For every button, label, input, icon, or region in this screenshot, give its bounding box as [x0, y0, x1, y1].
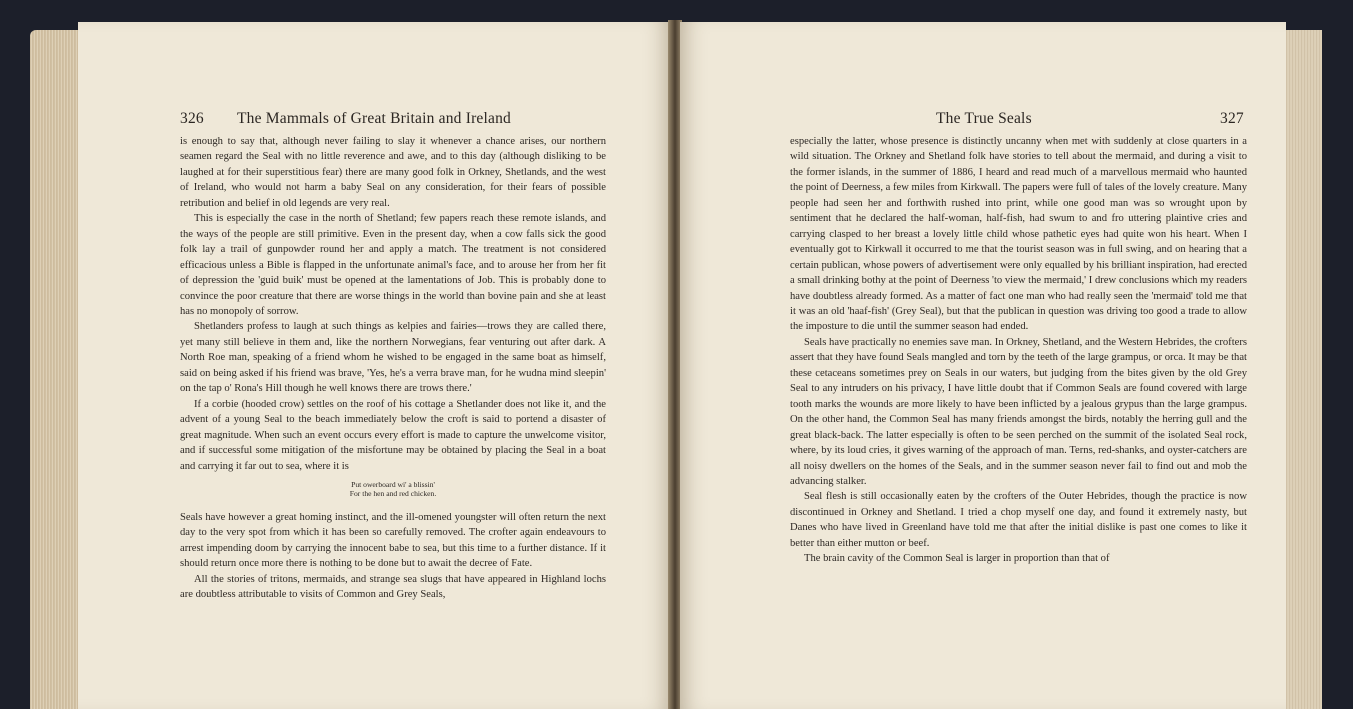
left-page-edges: [30, 30, 85, 709]
paragraph: is enough to say that, although never failing to slay it whenever a chance arises, our northern seamen regard the Seal with no little reverence and awe, and to this day (although disliking to be laughed at for their superstitious fear) there are many good folk in Orkney, Shetlands, and the west of Ireland, who would not harm a baby Seal on any consideration, for their fears of possible retribution and belief in old legends are very real.: [180, 136, 606, 209]
open-book: [30, 12, 1322, 709]
paragraph: Seals have practically no enemies save man. In Orkney, Shetland, and the Western Hebrides, the crofters assert that they have found Seals mangled and torn by the teeth of the large grampus, or orca. It may be that these cetaceans sometimes prey on Seals in our waters, but judging from the bites given by the old Grey Seal to any intruders on his privacy, I have little doubt that if Common Seals are found covered with large tooth marks the wounds are more likely to have been inflicted by a jealous grypus than the large grampus. On the other hand, the Common Seal has many friends amongst the birds, notably the herring gull and the great black-back. The latter especially is often to be seen perched on the summit of the isolated Seal rock, where, by its loud cries, it gives warning of the approach of man. Terns, red-shanks, and oyster-catchers are all noisy dwellers on the homes of the Seals, and in the summer season never fail to find out and mob the advancing stalker.: [790, 336, 1247, 487]
left-page-number: 326: [180, 110, 204, 127]
left-running-head: The Mammals of Great Britain and Ireland: [237, 110, 511, 127]
left-page: [78, 22, 670, 709]
verse-line: For the hen and red chicken.: [349, 489, 437, 499]
right-page-edges: [1282, 30, 1322, 709]
paragraph: Seal flesh is still occasionally eaten by the crofters of the Outer Hebrides, though the practice is now discontinued in Orkney and Shetland. I tried a chop myself one day, and found it extremely nasty, but Danes who have lived in Greenland have told me that after the initial dislike is past one comes to like it better than either mutton or beef.: [790, 491, 1247, 549]
paragraph: This is especially the case in the north of Shetland; few papers reach these remote islands, and the ways of the people are still primitive. Even in the present day, when a cow falls sick the good folk lay a trail of gunpowder round her and apply a match. The treatment is not considered efficacious unless a Bible is flapped in the unfortunate animal's face, and to arouse her from her fit of depression the 'guid buik' must be opened at the lamentations of Job. This is probably done to convince the poor creature that there are worse things in the world than bovine pain and she at least has no monopoly of sorrow.: [180, 213, 606, 317]
paragraph: If a corbie (hooded crow) settles on the roof of his cottage a Shetlander does not like it, and the advent of a young Seal to the beach immediately below the croft is said to portend a disaster of great magnitude. When such an event occurs every effort is made to capture the unwelcome visitor, and if successful some mitigation of the misfortune may be obtained by placing the Seal in a boat and carrying it far out to sea, where it is: [180, 398, 606, 472]
right-page-number: 327: [1220, 110, 1244, 127]
paragraph: Shetlanders profess to laugh at such things as kelpies and fairies—trows they are called there, yet many still believe in them and, like the northern Norwegians, fear venturing out after dark. A North Roe man, speaking of a friend whom he wished to be engaged in the same boat as himself, said on being asked if his friend was brave, 'Yes, he's a verra brave man, for he wudna mind sleepin' on the tap o' Rona's Hill though he well knows there are trows there.': [180, 321, 606, 395]
right-page: [680, 22, 1286, 709]
paragraph: Seals have however a great homing instinct, and the ill-omened youngster will often return the next day to the very spot from which it has been so carefully removed. The crofter again endeavours to arrest impending doom by carrying the innocent babe to sea, but this time to a further distance. If it should return once more there is nothing to be done but to await the decree of Fate.: [180, 511, 606, 570]
verse-quote: [180, 480, 606, 499]
right-running-head: The True Seals: [936, 110, 1032, 127]
left-body-text: [180, 134, 606, 603]
verse-line: Put owerboard wi' a blissin': [351, 479, 435, 489]
paragraph: especially the latter, whose presence is distinctly uncanny when met with suddenly at close quarters in a wild situation. The Orkney and Shetland folk have stories to tell about the mermaid, and during a visit to the former islands, in the summer of 1886, I heard and read much of a marvellous mermaid who haunted the point of Deerness, a few miles from Kirkwall. The papers were full of tales of the lovely creature. Many people had seen her and forthwith rushed into print, while one good man was so wrought upon by sentiment that he declared the half-woman, half-fish, had swum to and fro uttering plaintive cries and carrying clasped to her breast a lovely little child whose pathetic eyes had quite won his heart. When I eventually got to Kirkwall it occurred to me that the tourist season was in full swing, and on hearing that a certain publican, whose powers of advertisement were only equalled by his brilliant inspiration, had erected a small drinking bothy at the point of Deerness 'to view the mermaid,' I drew conclusions which my readers have doubtless already formed. As a matter of fact one man who had really seen the 'mermaid' told me that it was an old 'haaf-fish' (Grey Seal), but that the publican in question was driving too good a trade to allow the imposture to die until the summer season had ended.: [790, 136, 1247, 333]
right-body-text: [790, 134, 1247, 567]
paragraph: The brain cavity of the Common Seal is larger in proportion than that of: [804, 553, 1110, 565]
paragraph: All the stories of tritons, mermaids, and strange sea slugs that have appeared in Highland lochs are doubtless attributable to visits of Common and Grey Seals,: [180, 573, 606, 601]
